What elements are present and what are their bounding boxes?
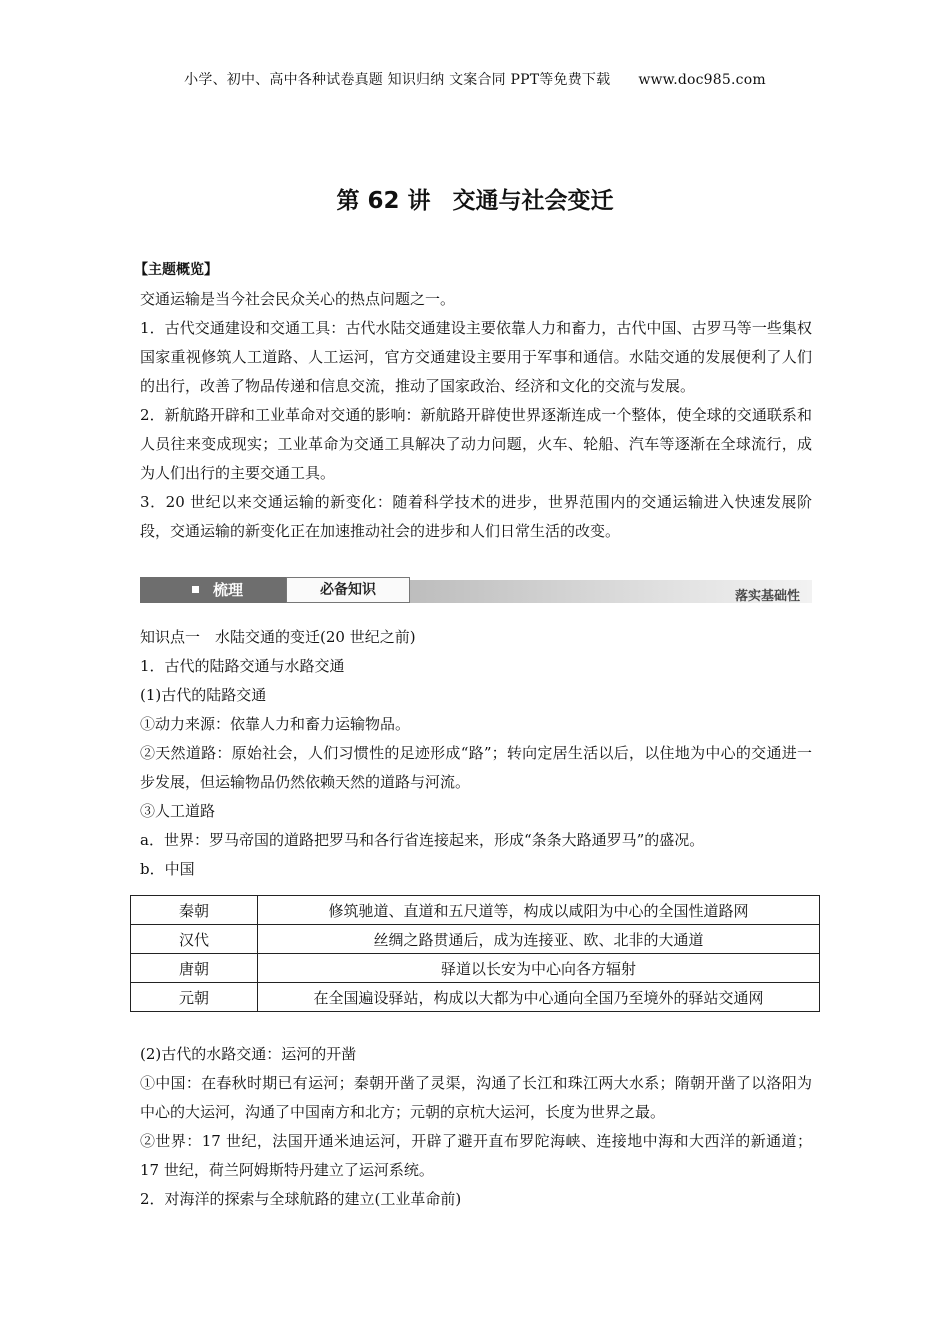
header-site-link[interactable]: www.doc985.com xyxy=(638,72,766,88)
dynasty-cell: 元朝 xyxy=(131,983,258,1012)
description-cell: 驿道以长安为中心向各方辐射 xyxy=(258,954,820,983)
square-bullet-icon xyxy=(192,586,199,593)
description-cell: 在全国遍设驿站，构成以大都为中心通向全国乃至境外的驿站交通网 xyxy=(258,983,820,1012)
item-power-source: ①动力来源：依靠人力和畜力运输物品。 xyxy=(140,715,411,733)
table-row xyxy=(131,983,820,1012)
banner-left-tab xyxy=(140,577,286,603)
overview-intro: 交通运输是当今社会民众关心的热点问题之一。 xyxy=(140,290,456,308)
overview-point-2: 2．新航路开辟和工业革命对交通的影响：新航路开辟使世界逐渐连成一个整体，使全球的交通联系和人员往来变成现实；工业革命为交通工具解决了动力问题，火车、轮船、汽车等逐渐在全球流行，成为人们出行的主要交通工具。 xyxy=(140,406,812,482)
description-cell: 修筑驰道、直道和五尺道等，构成以咸阳为中心的全国性道路网 xyxy=(258,896,820,925)
dynasty-cell: 秦朝 xyxy=(131,896,258,925)
knowledge-section-2 xyxy=(140,1040,812,1214)
overview-point-1: 1．古代交通建设和交通工具：古代水陆交通建设主要依靠人力和畜力，古代中国、古罗马等一些集权国家重视修筑人工道路、人工运河，官方交通建设主要用于军事和通信。水陆交通的发展便利了人们的出行，改善了物品传递和信息交流，推动了国家政治、经济和文化的交流与发展。 xyxy=(140,319,812,395)
subheading-waterways: (2)古代的水路交通：运河的开凿 xyxy=(140,1045,357,1063)
page-title xyxy=(0,182,950,215)
item-china-canals: ①中国：在春秋时期已有运河；秦朝开凿了灵渠，沟通了长江和珠江两大水系；隋朝开凿了以洛阳为中心的大运河，沟通了中国南方和北方；元朝的京杭大运河，长度为世界之最。 xyxy=(140,1074,812,1121)
lecture-topic: 交通与社会变迁 xyxy=(452,188,614,214)
section-banner xyxy=(140,577,812,605)
banner-right-label: 落实基础性 xyxy=(734,589,800,604)
dynasty-roads-table xyxy=(130,895,820,1012)
table-row xyxy=(131,925,820,954)
dynasty-cell: 汉代 xyxy=(131,925,258,954)
item-world-roads: a．世界：罗马帝国的道路把罗马和各行省连接起来，形成“条条大路通罗马”的盛况。 xyxy=(140,831,705,849)
knowledge-heading: 知识点一 水陆交通的变迁(20 世纪之前) xyxy=(140,628,416,646)
lecture-number: 第 62 讲 xyxy=(336,188,431,214)
overview-point-3: 3．20 世纪以来交通运输的新变化：随着科学技术的进步，世界范围内的交通运输进入快速发展阶段，交通运输的新变化正在加速推动社会的进步和人们日常生活的改变。 xyxy=(140,493,812,540)
item-world-canals: ②世界：17 世纪，法国开通米迪运河，开辟了避开直布罗陀海峡、连接地中海和大西洋的新通道；17 世纪，荷兰阿姆斯特丹建立了运河系统。 xyxy=(140,1132,812,1179)
header-text: 小学、初中、高中各种试卷真题 知识归纳 文案合同 PPT等免费下载 xyxy=(184,72,611,88)
table-row xyxy=(131,896,820,925)
item-natural-roads: ②天然道路：原始社会，人们习惯性的足迹形成“路”；转向定居生活以后，以住地为中心的交通进一步发展，但运输物品仍然依赖天然的道路与河流。 xyxy=(140,744,812,791)
description-cell: 丝绸之路贯通后，成为连接亚、欧、北非的大通道 xyxy=(258,925,820,954)
page-header xyxy=(0,69,950,89)
knowledge-section-1 xyxy=(140,623,812,884)
overview-heading: 【主题概览】 xyxy=(134,262,218,278)
subheading-2: 2．对海洋的探索与全球航路的建立(工业革命前) xyxy=(140,1190,462,1208)
banner-left-label: 梳理 xyxy=(213,581,244,599)
subheading-1a: (1)古代的陆路交通 xyxy=(140,686,267,704)
item-china-roads: b．中国 xyxy=(140,860,195,878)
item-artificial-roads: ③人工道路 xyxy=(140,802,216,820)
table-row xyxy=(131,954,820,983)
subheading-1: 1．古代的陆路交通与水路交通 xyxy=(140,657,345,675)
dynasty-cell: 唐朝 xyxy=(131,954,258,983)
banner-mid-tab: 必备知识 xyxy=(286,577,410,603)
overview-section xyxy=(134,256,812,546)
